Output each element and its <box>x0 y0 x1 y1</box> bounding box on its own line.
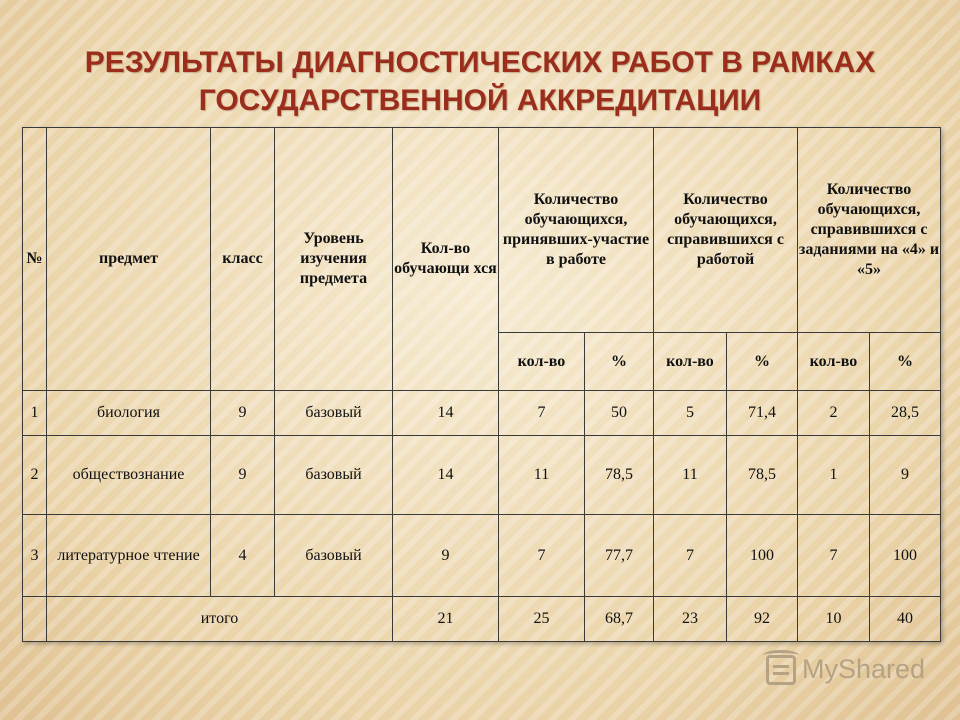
cell-good-pct: 28,5 <box>870 391 941 436</box>
total-good-count: 10 <box>798 597 870 642</box>
cell-count: 14 <box>393 391 499 436</box>
header-participated: Количество обучающихся, принявших-участие в работе <box>499 128 654 333</box>
header-row <box>23 128 941 333</box>
myshared-logo-icon <box>766 655 796 685</box>
total-row <box>23 597 941 642</box>
header-level: Уровень изучения предмета <box>275 128 393 391</box>
cell-subject: обществознание <box>47 436 211 515</box>
total-label: итого <box>47 597 393 642</box>
header-coped: Количество обучающихся, справившихся с работой <box>654 128 798 333</box>
title-line-2: ГОСУДАРСТВЕННОЙ АККРЕДИТАЦИИ <box>198 84 762 117</box>
cell-subject: биология <box>47 391 211 436</box>
cell-grade: 9 <box>211 436 275 515</box>
cell-count: 9 <box>393 515 499 597</box>
cell-coped-count: 5 <box>654 391 727 436</box>
cell-coped-pct: 71,4 <box>727 391 798 436</box>
total-coped-count: 23 <box>654 597 727 642</box>
header-subject: предмет <box>47 128 211 391</box>
cell-participated-pct: 50 <box>585 391 654 436</box>
table-row <box>23 436 941 515</box>
cell-grade: 9 <box>211 391 275 436</box>
cell-level: базовый <box>275 391 393 436</box>
cell-num-empty <box>23 597 47 642</box>
cell-good-pct: 100 <box>870 515 941 597</box>
total-participated-count: 25 <box>499 597 585 642</box>
cell-coped-count: 7 <box>654 515 727 597</box>
sub-pct: % <box>870 333 941 391</box>
total-count: 21 <box>393 597 499 642</box>
myshared-watermark <box>766 654 925 685</box>
header-coped-4-5: Количество обучающихся, справившихся с заданиями на «4» и «5» <box>798 128 941 333</box>
total-good-pct: 40 <box>870 597 941 642</box>
cell-grade: 4 <box>211 515 275 597</box>
results-table <box>22 127 941 642</box>
cell-good-pct: 9 <box>870 436 941 515</box>
sub-count: кол-во <box>499 333 585 391</box>
cell-good-count: 1 <box>798 436 870 515</box>
header-num: № <box>23 128 47 391</box>
total-coped-pct: 92 <box>727 597 798 642</box>
cell-num: 2 <box>23 436 47 515</box>
table-row <box>23 515 941 597</box>
total-participated-pct: 68,7 <box>585 597 654 642</box>
cell-coped-pct: 78,5 <box>727 436 798 515</box>
cell-coped-count: 11 <box>654 436 727 515</box>
cell-participated-count: 7 <box>499 391 585 436</box>
table-row <box>23 391 941 436</box>
header-count: Кол-во обучающи хся <box>393 128 499 391</box>
cell-num: 1 <box>23 391 47 436</box>
sub-count: кол-во <box>654 333 727 391</box>
sub-count: кол-во <box>798 333 870 391</box>
cell-participated-count: 7 <box>499 515 585 597</box>
watermark-text: MyShared <box>802 654 926 684</box>
cell-coped-pct: 100 <box>727 515 798 597</box>
slide-title <box>0 44 960 120</box>
sub-pct: % <box>727 333 798 391</box>
cell-level: базовый <box>275 515 393 597</box>
cell-num: 3 <box>23 515 47 597</box>
cell-subject: литературное чтение <box>47 515 211 597</box>
sub-pct: % <box>585 333 654 391</box>
cell-count: 14 <box>393 436 499 515</box>
cell-good-count: 2 <box>798 391 870 436</box>
header-grade: класс <box>211 128 275 391</box>
cell-participated-count: 11 <box>499 436 585 515</box>
cell-participated-pct: 77,7 <box>585 515 654 597</box>
cell-good-count: 7 <box>798 515 870 597</box>
cell-level: базовый <box>275 436 393 515</box>
cell-participated-pct: 78,5 <box>585 436 654 515</box>
title-line-1: РЕЗУЛЬТАТЫ ДИАГНОСТИЧЕСКИХ РАБОТ В РАМКАХ <box>84 46 876 79</box>
